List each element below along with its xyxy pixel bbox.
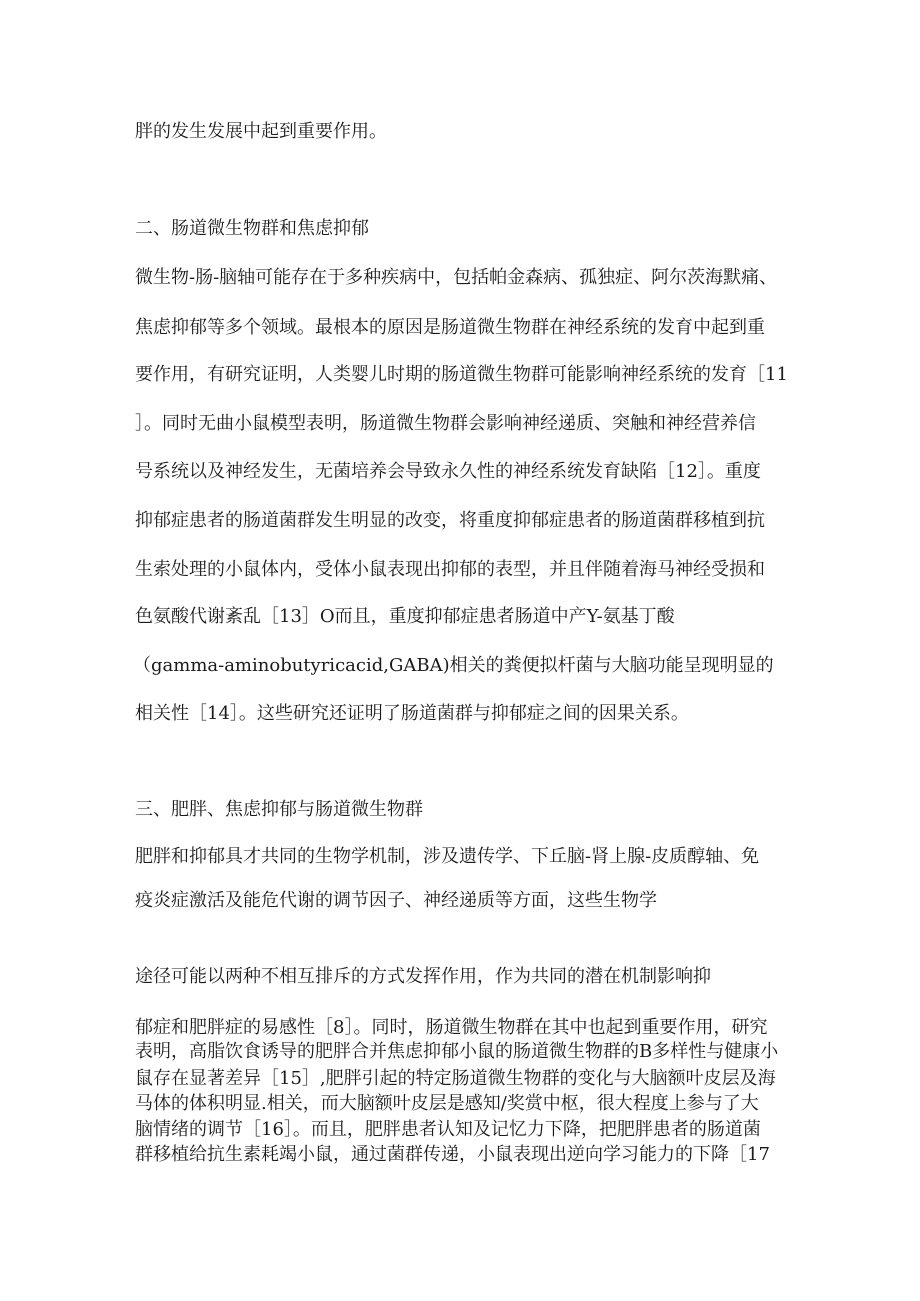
paragraph-line: 马体的体积明显.相关，而大脑额叶皮层是感知/奖赏中枢，很大程度上参与了大 <box>135 1093 759 1114</box>
paragraph-line: 疫炎症激活及能危代谢的调节因子、神经递质等方面，这些生物学 <box>135 890 657 911</box>
paragraph-line: 抑郁症患者的肠道菌群发生明显的改变，将重度抑郁症患者的肠道菌群移植到抗 <box>135 510 765 531</box>
paragraph-line: 要作用，有研究证明，人类婴儿时期的肠道微生物群可能影响神经系统的发育［11 <box>135 364 788 385</box>
paragraph-line: 脑情绪的调节［16］。而且，肥胖患者认知及记忆力下降，把肥胖患者的肠道菌 <box>135 1119 761 1140</box>
paragraph-line: 群移植给抗生素耗竭小鼠，通过菌群传递，小鼠表现出逆向学习能力的下降［17 <box>135 1144 770 1165</box>
paragraph-line: 微生物-肠-脑轴可能存在于多种疾病中，包括帕金森病、孤独症、阿尔茨海默痛、 <box>135 267 778 288</box>
paragraph-line: ］。同时无曲小鼠模型表明，肠道微生物群会影响神经递质、突触和神经营养信 <box>135 413 756 434</box>
paragraph-line: 郁症和肥胖症的易感性［8］。同时，肠道微生物群在其中也起到重要作用，研究 <box>135 1017 768 1038</box>
paragraph-line: 肥胖和抑郁具才共同的生物学机制，涉及遗传学、下丘脑-肾上腺-皮质醇轴、免 <box>135 846 760 867</box>
paragraph-line: （gamma-aminobutyricacid,GABA)相关的粪便拟杆菌与大脑功能呈现明显的 <box>133 655 774 676</box>
paragraph-line: 表明，高脂饮食诱导的肥胖合并焦虑抑郁小鼠的肠道微生物群的B多样性与健康小 <box>135 1041 779 1062</box>
paragraph-line: 胖的发生发展中起到重要作用。 <box>135 121 387 142</box>
paragraph-line: 途径可能以两种不相互排斥的方式发挥作用，作为共同的潜在机制影响抑 <box>135 966 711 987</box>
paragraph-line: 色氨酸代谢紊乱［13］O而且，重度抑郁症患者肠道中产Y-氨基丁酸 <box>135 606 675 627</box>
paragraph-line: 生索处理的小鼠体内，受体小鼠表现出抑郁的表型，并且伴随着海马神经受损和 <box>135 559 765 580</box>
paragraph-line: 号系统以及神经发生，无菌培养会导致永久性的神经系统发育缺陷［12］。重度 <box>135 461 761 482</box>
section-heading: 三、肥胖、焦虑抑郁与肠道微生物群 <box>135 799 423 820</box>
paragraph-line: 鼠存在显著差异［15］,肥胖引起的特定肠道微生物群的变化与大脑额叶皮层及海 <box>135 1068 776 1089</box>
paragraph-line: 焦虑抑郁等多个领域。最根本的原因是肠道微生物群在神经系统的发育中起到重 <box>135 317 765 338</box>
section-heading: 二、肠道微生物群和焦虑抑郁 <box>135 218 369 239</box>
paragraph-line: 相关性［14］。这些研究还证明了肠道菌群与抑郁症之间的因果关系。 <box>135 703 689 724</box>
